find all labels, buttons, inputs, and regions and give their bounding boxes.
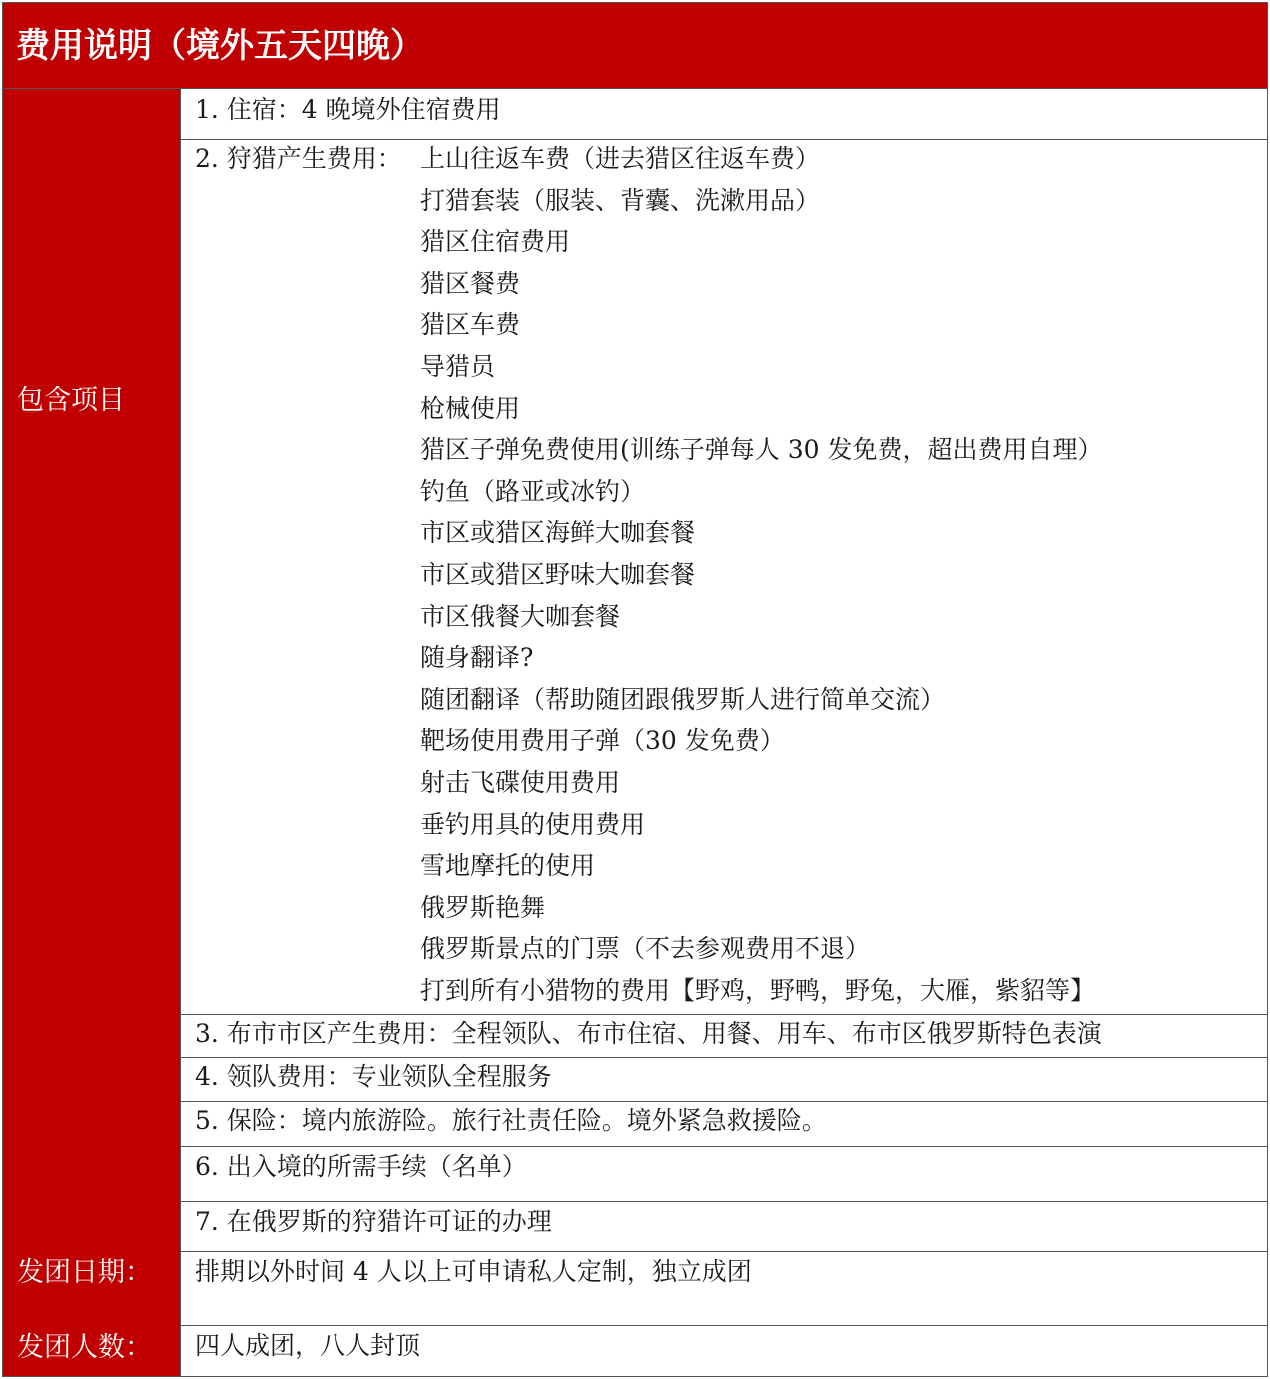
included-item-6: 6. 出入境的所需手续（名单） [195,1152,527,1181]
list-item: 猎区车费 [420,310,521,340]
included-label: 包含项目 [17,385,125,416]
row-divider [181,139,1267,140]
included-item-4: 4. 领队费用：专业领队全程服务 [195,1062,552,1091]
list-item: 上山往返车费（进去猎区往返车费） [420,144,821,173]
fee-table [2,2,1268,1377]
list-item: 垂钓用具的使用费用 [420,809,646,839]
row-divider [181,1057,1267,1058]
included-item-1: 1. 住宿：4 晚境外住宿费用 [195,95,501,124]
section-divider [3,1251,1267,1252]
departure-date-label-cell [3,1251,181,1325]
list-item: 俄罗斯艳舞 [420,892,546,922]
list-item: 猎区餐费 [420,268,521,298]
included-item-2-prefix: 2. 狩猎产生费用： [195,144,402,173]
section-divider [3,1325,1267,1326]
list-item: 市区或猎区海鲜大咖套餐 [420,518,696,548]
row-divider [181,1201,1267,1202]
list-item: 打猎套装（服装、背囊、洗漱用品） [420,185,821,215]
list-item: 猎区子弹免费使用(训练子弹每人 30 发免费，超出费用自理） [420,435,1103,465]
list-item: 随团翻译（帮助随团跟俄罗斯人进行简单交流） [420,684,946,714]
list-item: 靶场使用费用子弹（30 发免费） [420,726,785,756]
row-divider [181,1101,1267,1102]
list-item: 市区俄餐大咖套餐 [420,601,621,631]
hunting-fee-list [420,143,1102,1016]
included-item-7: 7. 在俄罗斯的狩猎许可证的办理 [195,1207,552,1236]
included-label-cell [3,89,181,1251]
group-size-label: 发团人数： [17,1332,152,1363]
title-bar [3,3,1267,89]
list-item: 市区或猎区野味大咖套餐 [420,559,696,589]
list-item: 雪地摩托的使用 [420,851,596,881]
list-item: 打到所有小猎物的费用【野鸡，野鸭，野兔，大雁，紫貂等】 [420,975,1096,1005]
page-title: 费用说明（境外五天四晚） [16,26,424,66]
departure-date-value: 排期以外时间 4 人以上可申请私人定制，独立成团 [195,1257,752,1286]
group-size-value: 四人成团，八人封顶 [195,1331,421,1360]
row-divider [181,1146,1267,1147]
list-item: 钓鱼（路亚或冰钓） [420,476,646,506]
included-item-5: 5. 保险：境内旅游险。旅行社责任险。境外紧急救援险。 [195,1106,827,1135]
included-item-3: 3. 布市市区产生费用：全程领队、布市住宿、用餐、用车、布市区俄罗斯特色表演 [195,1019,1102,1048]
group-size-label-cell [3,1325,181,1376]
list-item: 随身翻译? [420,643,534,673]
list-item: 俄罗斯景点的门票（不去参观费用不退） [420,934,871,964]
list-item: 射击飞碟使用费用 [420,767,621,797]
departure-date-label: 发团日期： [17,1257,152,1288]
list-item: 猎区住宿费用 [420,227,571,257]
list-item: 枪械使用 [420,393,521,423]
list-item: 导猎员 [420,351,496,381]
row-divider [181,1014,1267,1015]
